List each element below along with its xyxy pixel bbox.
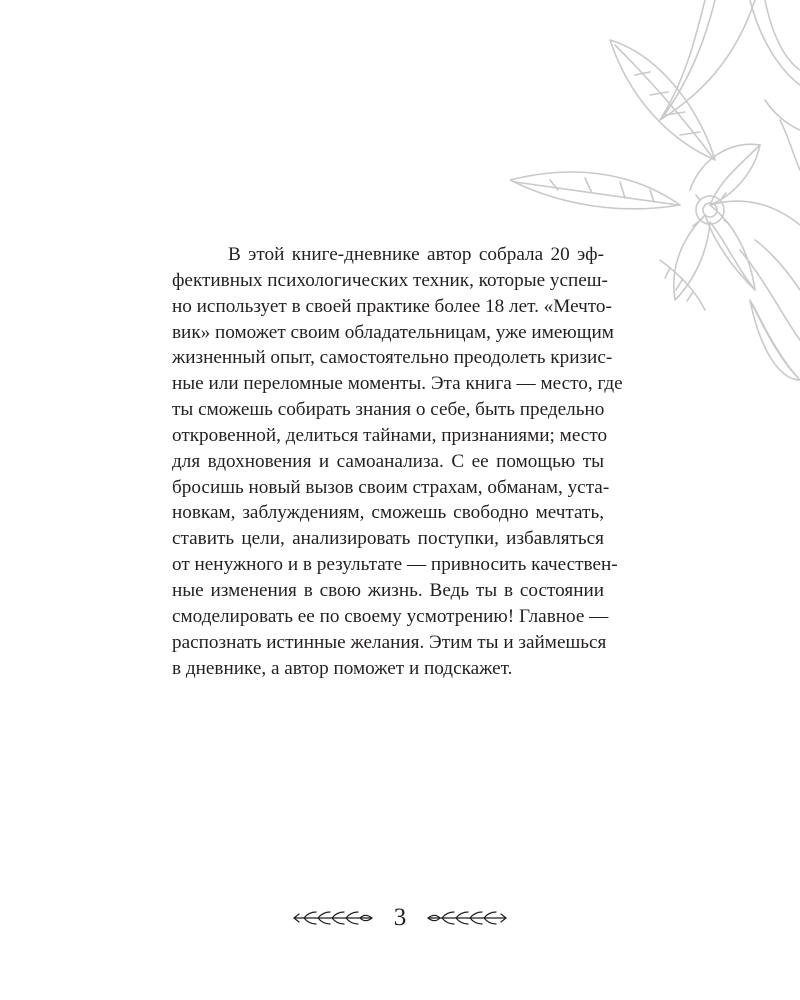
text-line: В этой книге-дневнике автор собрала 20 эф- [228, 244, 604, 265]
text-line: ты сможешь собирать знания о себе, быть предельно [172, 399, 605, 421]
text-line: жизненный опыт, самостоятельно преодолеть кризис- [172, 347, 613, 369]
text-line: смоделировать ее по своему усмотрению! Главное — [172, 605, 609, 627]
text-line: ные изменения в свою жизнь. Ведь ты в состоянии [172, 579, 604, 601]
text-line: ные или переломные моменты. Эта книга — место, где [172, 373, 623, 395]
text-line: от ненужного и в результате — привносить качествен- [172, 554, 618, 576]
leaf-sprig-left-icon [292, 908, 374, 928]
page-footer [0, 898, 800, 938]
text-line: вик» поможет своим обладательницам, уже имеющим [172, 321, 614, 343]
text-line: откровенной, делиться тайнами, признаниями; место [172, 424, 608, 446]
text-line: в дневнике, а автор поможет и подскажет. [172, 657, 513, 679]
text-line: для вдохновения и самоанализа. С ее помощью ты [172, 450, 604, 472]
text-line: распознать истинные желания. Этим ты и займешься [172, 631, 607, 653]
text-line: ставить цели, анализировать поступки, избавляться [172, 528, 604, 550]
text-line: но использует в своей практике более 18 лет. «Мечто- [172, 295, 612, 317]
text-line: бросишь новый вызов своим страхам, обманам, уста- [172, 476, 610, 498]
text-line: новкам, заблуждениям, сможешь свободно мечтать, [172, 502, 604, 524]
text-line: фективных психологических техник, которые успеш- [172, 269, 608, 291]
body-text [172, 242, 623, 681]
page-number: 3 [393, 904, 407, 931]
leaf-sprig-right-icon [426, 908, 508, 928]
